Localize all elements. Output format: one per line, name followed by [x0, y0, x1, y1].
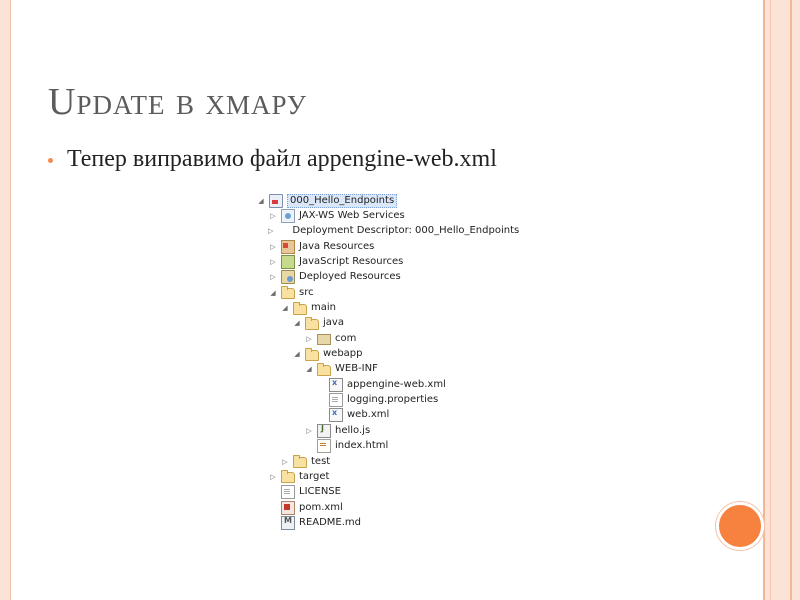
xml-file-icon [329, 378, 343, 392]
pom-file-icon [281, 501, 295, 515]
left-decor-line [10, 0, 11, 600]
tree-item[interactable] [256, 439, 516, 454]
tree-item[interactable] [256, 208, 516, 223]
expand-arrow-expanded-icon[interactable]: ◢ [294, 350, 300, 359]
tree-item-label: main [311, 302, 336, 314]
tree-item-label: JAX-WS Web Services [299, 210, 405, 222]
tree-item-label: JavaScript Resources [299, 256, 404, 268]
folder-icon [293, 304, 307, 315]
tree-item[interactable] [256, 469, 516, 484]
tree-item[interactable] [256, 362, 516, 377]
decor-circle [716, 502, 764, 550]
tree-item[interactable] [256, 392, 516, 407]
tree-item-label: pom.xml [299, 501, 343, 513]
java-resources-icon [281, 240, 295, 254]
expand-arrow-expanded-icon[interactable]: ◢ [294, 319, 300, 328]
no-arrow [268, 518, 278, 528]
tree-item-label: README.md [299, 516, 362, 528]
readme-file-icon [281, 516, 295, 530]
tree-item[interactable] [256, 377, 516, 392]
folder-icon [281, 472, 295, 483]
javascript-resources-icon [281, 255, 295, 269]
tree-item-label: webapp [323, 348, 363, 360]
tree-item-label: LICENSE [299, 486, 341, 498]
jaxws-icon [281, 209, 295, 223]
expand-arrow-collapsed-icon[interactable]: ▷ [282, 457, 288, 466]
xml-file-icon [329, 408, 343, 422]
bullet-text: Тепер виправимо файл appengine-web.xml [67, 146, 497, 172]
expand-arrow-collapsed-icon[interactable]: ▷ [270, 472, 276, 481]
tree-item[interactable] [256, 224, 520, 239]
tree-item-label: test [311, 455, 331, 467]
tree-item[interactable] [256, 346, 516, 361]
tree-item[interactable] [256, 300, 516, 315]
tree-item-label: src [299, 286, 314, 298]
tree-item-label: hello.js [335, 424, 371, 436]
expand-arrow-collapsed-icon[interactable]: ▷ [268, 227, 274, 236]
tree-item-label: WEB-INF [335, 363, 378, 375]
expand-arrow-collapsed-icon[interactable]: ▷ [306, 426, 312, 435]
tree-item-label: Deployed Resources [299, 271, 401, 283]
tree-item-label: target [299, 470, 330, 482]
no-arrow [316, 410, 326, 420]
html-file-icon [317, 439, 331, 453]
package-icon [317, 334, 331, 345]
tree-item[interactable] [256, 331, 516, 346]
tree-item[interactable] [256, 239, 516, 254]
right-decor-band [763, 0, 800, 600]
bullet-item [48, 146, 497, 173]
tree-item-label: appengine-web.xml [347, 378, 446, 390]
expand-arrow-collapsed-icon[interactable]: ▷ [270, 212, 276, 221]
right-decor-line [790, 0, 792, 600]
bullet-dot [48, 158, 53, 163]
tree-item-label: com [335, 332, 357, 344]
tree-item[interactable] [256, 316, 516, 331]
tree-item[interactable] [256, 423, 516, 438]
tree-item[interactable] [256, 285, 516, 300]
expand-arrow-collapsed-icon[interactable]: ▷ [270, 273, 276, 282]
tree-item-label: Java Resources [299, 240, 375, 252]
tree-item-label: index.html [335, 440, 389, 452]
no-arrow [268, 487, 278, 497]
tree-item[interactable] [256, 193, 516, 208]
file-icon [281, 485, 295, 499]
tree-item[interactable] [256, 500, 516, 515]
expand-arrow-expanded-icon[interactable]: ◢ [270, 288, 276, 297]
tree-item-label: web.xml [347, 409, 390, 421]
tree-item[interactable] [256, 270, 516, 285]
no-arrow [316, 395, 326, 405]
file-icon [329, 393, 343, 407]
expand-arrow-expanded-icon[interactable]: ◢ [306, 365, 312, 374]
tree-item[interactable] [256, 408, 516, 423]
expand-arrow-expanded-icon[interactable]: ◢ [282, 304, 288, 313]
expand-arrow-collapsed-icon[interactable]: ▷ [306, 334, 312, 343]
no-arrow [268, 503, 278, 513]
tree-item[interactable] [256, 485, 516, 500]
slide-title: Update в хмару [48, 81, 307, 123]
tree-item-label: logging.properties [347, 394, 439, 406]
expand-arrow-collapsed-icon[interactable]: ▷ [270, 258, 276, 267]
tree-item-label: java [323, 317, 344, 329]
no-arrow [316, 380, 326, 390]
folder-icon [293, 457, 307, 468]
tree-item[interactable] [256, 254, 516, 269]
tree-item[interactable] [256, 515, 516, 530]
expand-arrow-collapsed-icon[interactable]: ▷ [270, 242, 276, 251]
js-file-icon [317, 424, 331, 438]
tree-item-label: 000_Hello_Endpoints [287, 194, 397, 208]
project-icon [269, 194, 283, 208]
left-decor-band [0, 0, 10, 600]
folder-icon [317, 365, 331, 376]
tree-item-label: Deployment Descriptor: 000_Hello_Endpoints [292, 225, 520, 237]
expand-arrow-expanded-icon[interactable]: ◢ [258, 196, 264, 205]
tree-item[interactable] [256, 454, 516, 469]
right-decor-line [770, 0, 771, 600]
right-decor-line [763, 0, 765, 600]
deployed-resources-icon [281, 270, 295, 284]
folder-icon [281, 288, 295, 299]
project-explorer-tree [256, 193, 520, 531]
no-arrow [304, 441, 314, 451]
folder-icon [305, 319, 319, 330]
folder-icon [305, 350, 319, 361]
